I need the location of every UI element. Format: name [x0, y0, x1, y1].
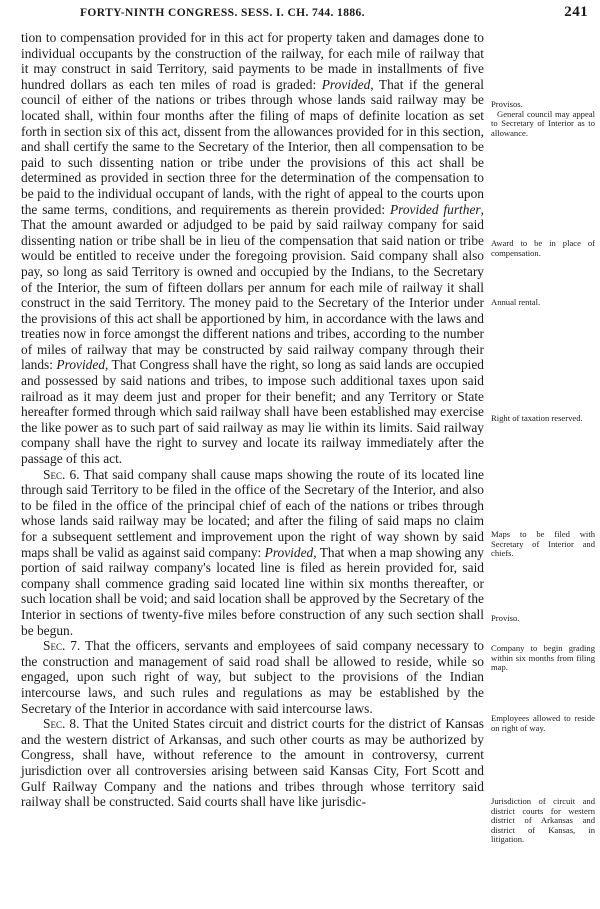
margin-note-jurisdiction [491, 797, 595, 845]
text-run: That said company shall cause maps showing the route of its located line through said Territory to be filed in the office of the Secretary of the Interior, and also to be filed in the office of the principal chief of each of the nations or tribes through whose lands said railway may be located; and after the filing of said maps no claim for a subsequent settlement and improvement upon the right of way shown by said maps shall be valid as against said company: [21, 466, 484, 560]
margin-note-employees [491, 714, 595, 733]
margin-note-proviso [491, 614, 595, 624]
proviso-term: Provided [321, 76, 371, 92]
margin-note-text: Proviso. [491, 613, 520, 623]
section-number: Sec. 8. [43, 716, 80, 732]
margin-note-text: Provisos. [491, 99, 523, 109]
text-run: , That if the general council of either of the nations or tribes through whose lands said railway may be located shall, within four months after the filing of maps of definite location as set forth in section six of this act, dissent from the allowances provided for in this section, and shall certify the same to the Secretary of the Interior, then all compensation to be paid to such dissenting nation or tribe under the provisions of this act shall be determined as provided in section three for the determination of the compensation to be paid to the individual occupant of lands, with the right of appeal to the courts upon the same terms, conditions, and requirements as therein provided: [21, 76, 484, 217]
text-run: , That Congress shall have the right, so long as said lands are occupied and possessed by said nations and tribes, to impose such additional taxes upon said railroad as it may deem just and proper for their benefit; and any Territory or State hereafter formed through which said railway shall have been established may exercise the like power as to such part of said railway as may lie within its limits. Said railway company shall have the right to survey and locate its railway immediately after the passage of this act. [21, 357, 484, 467]
paragraph-continuation [21, 30, 484, 467]
paragraph-section-6 [21, 467, 484, 639]
margin-note-text: Right of taxation reserved. [491, 413, 583, 423]
text-run: That the United States circuit and district courts for the district of Kansas and the western district of Arkansas, and such other courts as may be authorized by Congress, shall have, without reference to the amount in controversy, current jurisdiction over all controversies arising between said Kansas City, Fort Scott and Gulf Railway Company and the nations and tribes through whose territory said railway shall be constructed. Said courts shall have like jurisdic- [21, 716, 484, 810]
section-number: Sec. 7. [43, 638, 81, 654]
running-head [80, 4, 590, 24]
proviso-term: Provided [264, 544, 314, 560]
margin-note-text: General council may appeal to Secretary of Interior as to allowance. [491, 108, 595, 138]
section-number: Sec. 6. [43, 466, 80, 482]
margin-note-taxation [491, 414, 595, 424]
margin-note-text: Maps to be filed with Secretary of Interior and chiefs. [491, 529, 595, 559]
body-text [21, 30, 484, 810]
page-number: 241 [564, 4, 588, 20]
margin-note-grading [491, 644, 595, 673]
margin-note-provisos [491, 100, 595, 138]
proviso-term: Provided [56, 357, 106, 373]
margin-note-text: Award to be in place of compensation. [491, 238, 595, 258]
text-run: tion to compensation provided for in this act for property taken and damages done to individual occupants by the construction of the railway, for each mile of railway that it may construct in said Territory, said payments to be made in installments of five hundred dollars as each ten miles of road is graded: [21, 30, 484, 92]
margin-note-award [491, 239, 595, 258]
margin-note-annual-rental [491, 298, 595, 308]
paragraph-section-8 [21, 716, 484, 810]
margin-note-text: Jurisdiction of circuit and district courts for western district of Arkansas and district of Kansas, in litigation. [491, 796, 595, 845]
margin-note-text: Annual rental. [491, 297, 541, 307]
margin-note-text: Company to begin grading within six months from filing map. [491, 643, 595, 673]
running-head-title: FORTY-NINTH CONGRESS. SESS. I. CH. 744. 1886. [80, 7, 365, 19]
text-run: , That the amount awarded or adjudged to be paid by said railway company for said dissenting nation or tribe shall be in lieu of the compensation that said nation or tribe would be entitled to receive under the foregoing provision. Said company shall also pay, so long as said Territory is owned and occupied by the Indians, to the Secretary of the Interior, the sum of fifteen dollars per annum for each mile of railway it shall construct in the said Territory. The money paid to the Secretary of the Interior under the provisions of this act shall be apportioned by him, in accordance with the laws and treaties now in force amongst the different nations and tribes, according to the number of miles of railway that may be constructed by said railway company through their lands: [21, 201, 484, 373]
margin-note-maps [491, 530, 595, 559]
paragraph-section-7 [21, 638, 484, 716]
proviso-term: Provided further [389, 201, 481, 217]
text-run: , That when a map showing any portion of said railway company's located line is filed as herein provided for, said company shall commence grading said located line within six months thereafter, or such location shall be void; and said location shall be approved by the Secretary of the Interior in sections of twenty-five miles before construction of any such section shall be begun. [21, 544, 484, 638]
text-run: That the officers, servants and employees of said company necessary to the construction and management of said road shall be allowed to reside, while so engaged, upon such right of way, but subject to the provisions of the Indian intercourse laws, and such rules and regulations as may be established by the Secretary of the Interior in accordance with said intercourse laws. [21, 638, 484, 716]
margin-note-text: Employees allowed to reside on right of way. [491, 713, 595, 733]
